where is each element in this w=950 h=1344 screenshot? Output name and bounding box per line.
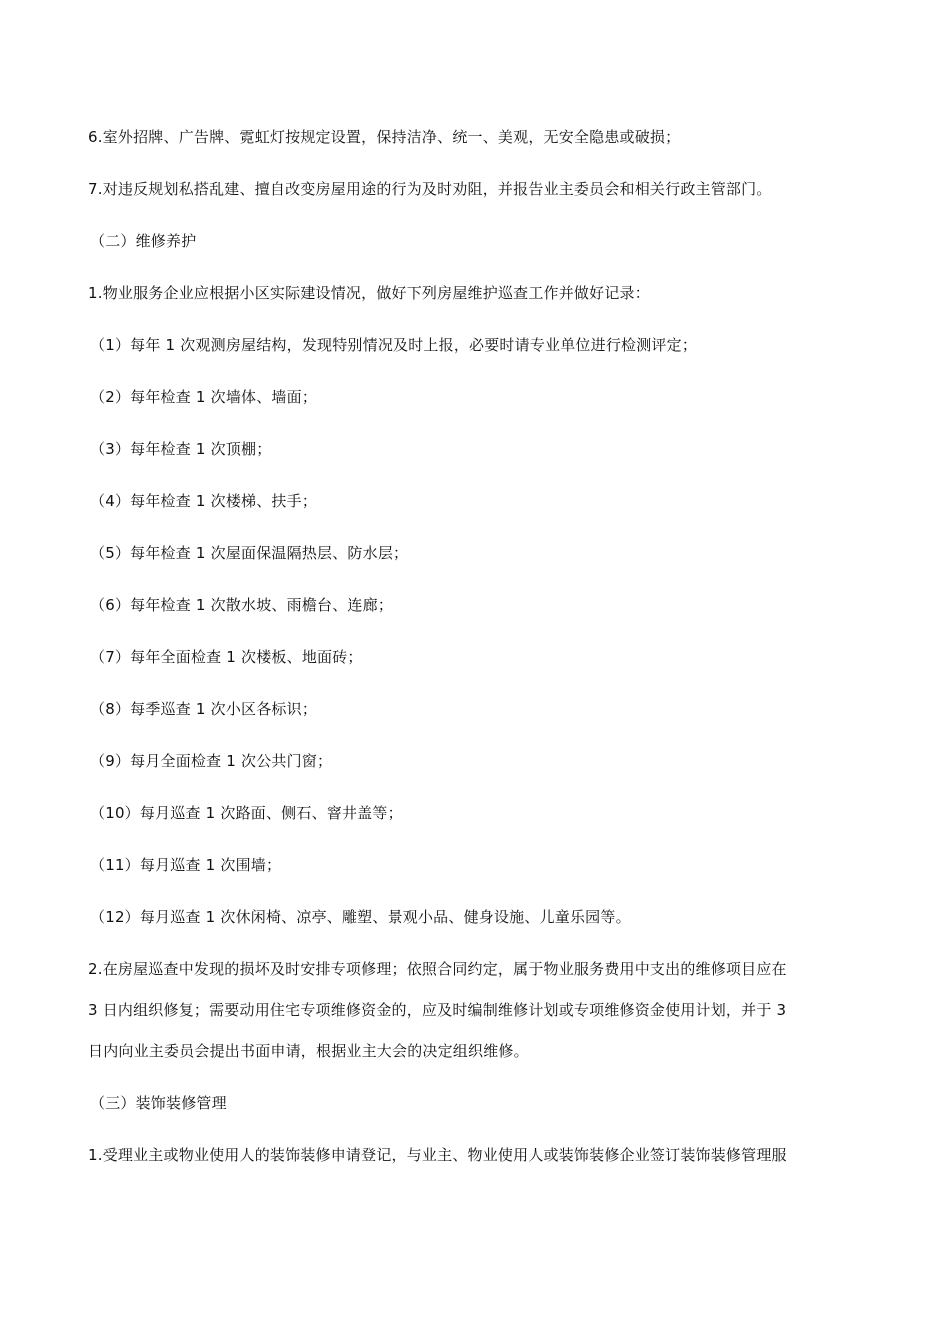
text-line-1-inspection-intro: 1.物业服务企业应根据小区实际建设情况，做好下列房屋维护巡查工作并做好记录： xyxy=(88,284,650,302)
list-item-8: （8）每季巡查 1 次小区各标识； xyxy=(90,700,318,718)
list-item-5: （5）每年检查 1 次屋面保温隔热层、防水层； xyxy=(90,544,409,562)
text-line-1-decoration-registration: 1.受理业主或物业使用人的装饰装修申请登记，与业主、物业使用人或装饰装修企业签订装饰装修管理服 xyxy=(88,1146,787,1164)
text-line-7-illegal-construction: 7.对违反规划私搭乱建、擅自改变房屋用途的行为及时劝阻，并报告业主委员会和相关行政主管部门。 xyxy=(88,180,772,198)
list-item-7: （7）每年全面检查 1 次楼板、地面砖； xyxy=(90,648,363,666)
section-heading-maintenance: （二）维修养护 xyxy=(90,232,197,250)
list-item-1: （1）每年 1 次观测房屋结构，发现特别情况及时上报，必要时请专业单位进行检测评定； xyxy=(90,336,698,354)
section-heading-decoration: （三）装饰装修管理 xyxy=(90,1094,227,1112)
list-item-4: （4）每年检查 1 次楼梯、扶手； xyxy=(90,492,318,510)
list-item-6: （6）每年检查 1 次散水坡、雨檐台、连廊； xyxy=(90,596,394,614)
list-item-9: （9）每月全面检查 1 次公共门窗； xyxy=(90,752,333,770)
paragraph-2-line-1: 2.在房屋巡查中发现的损坏及时安排专项修理；依照合同约定，属于物业服务费用中支出的维修项目应在 xyxy=(88,960,787,978)
paragraph-2-line-3: 日内向业主委员会提出书面申请，根据业主大会的决定组织维修。 xyxy=(88,1042,529,1060)
list-item-11: （11）每月巡查 1 次围墙； xyxy=(90,856,282,874)
text-line-6-signage: 6.室外招牌、广告牌、霓虹灯按规定设置，保持洁净、统一、美观，无安全隐患或破损； xyxy=(88,128,681,146)
paragraph-2-line-2: 3 日内组织修复；需要动用住宅专项维修资金的，应及时编制维修计划或专项维修资金使用计划，并于 3 xyxy=(88,1001,787,1019)
list-item-12: （12）每月巡查 1 次休闲椅、凉亭、雕塑、景观小品、健身设施、儿童乐园等。 xyxy=(90,908,631,926)
list-item-2: （2）每年检查 1 次墙体、墙面； xyxy=(90,388,318,406)
list-item-3: （3）每年检查 1 次顶棚； xyxy=(90,440,272,458)
list-item-10: （10）每月巡查 1 次路面、侧石、窨井盖等； xyxy=(90,804,403,822)
